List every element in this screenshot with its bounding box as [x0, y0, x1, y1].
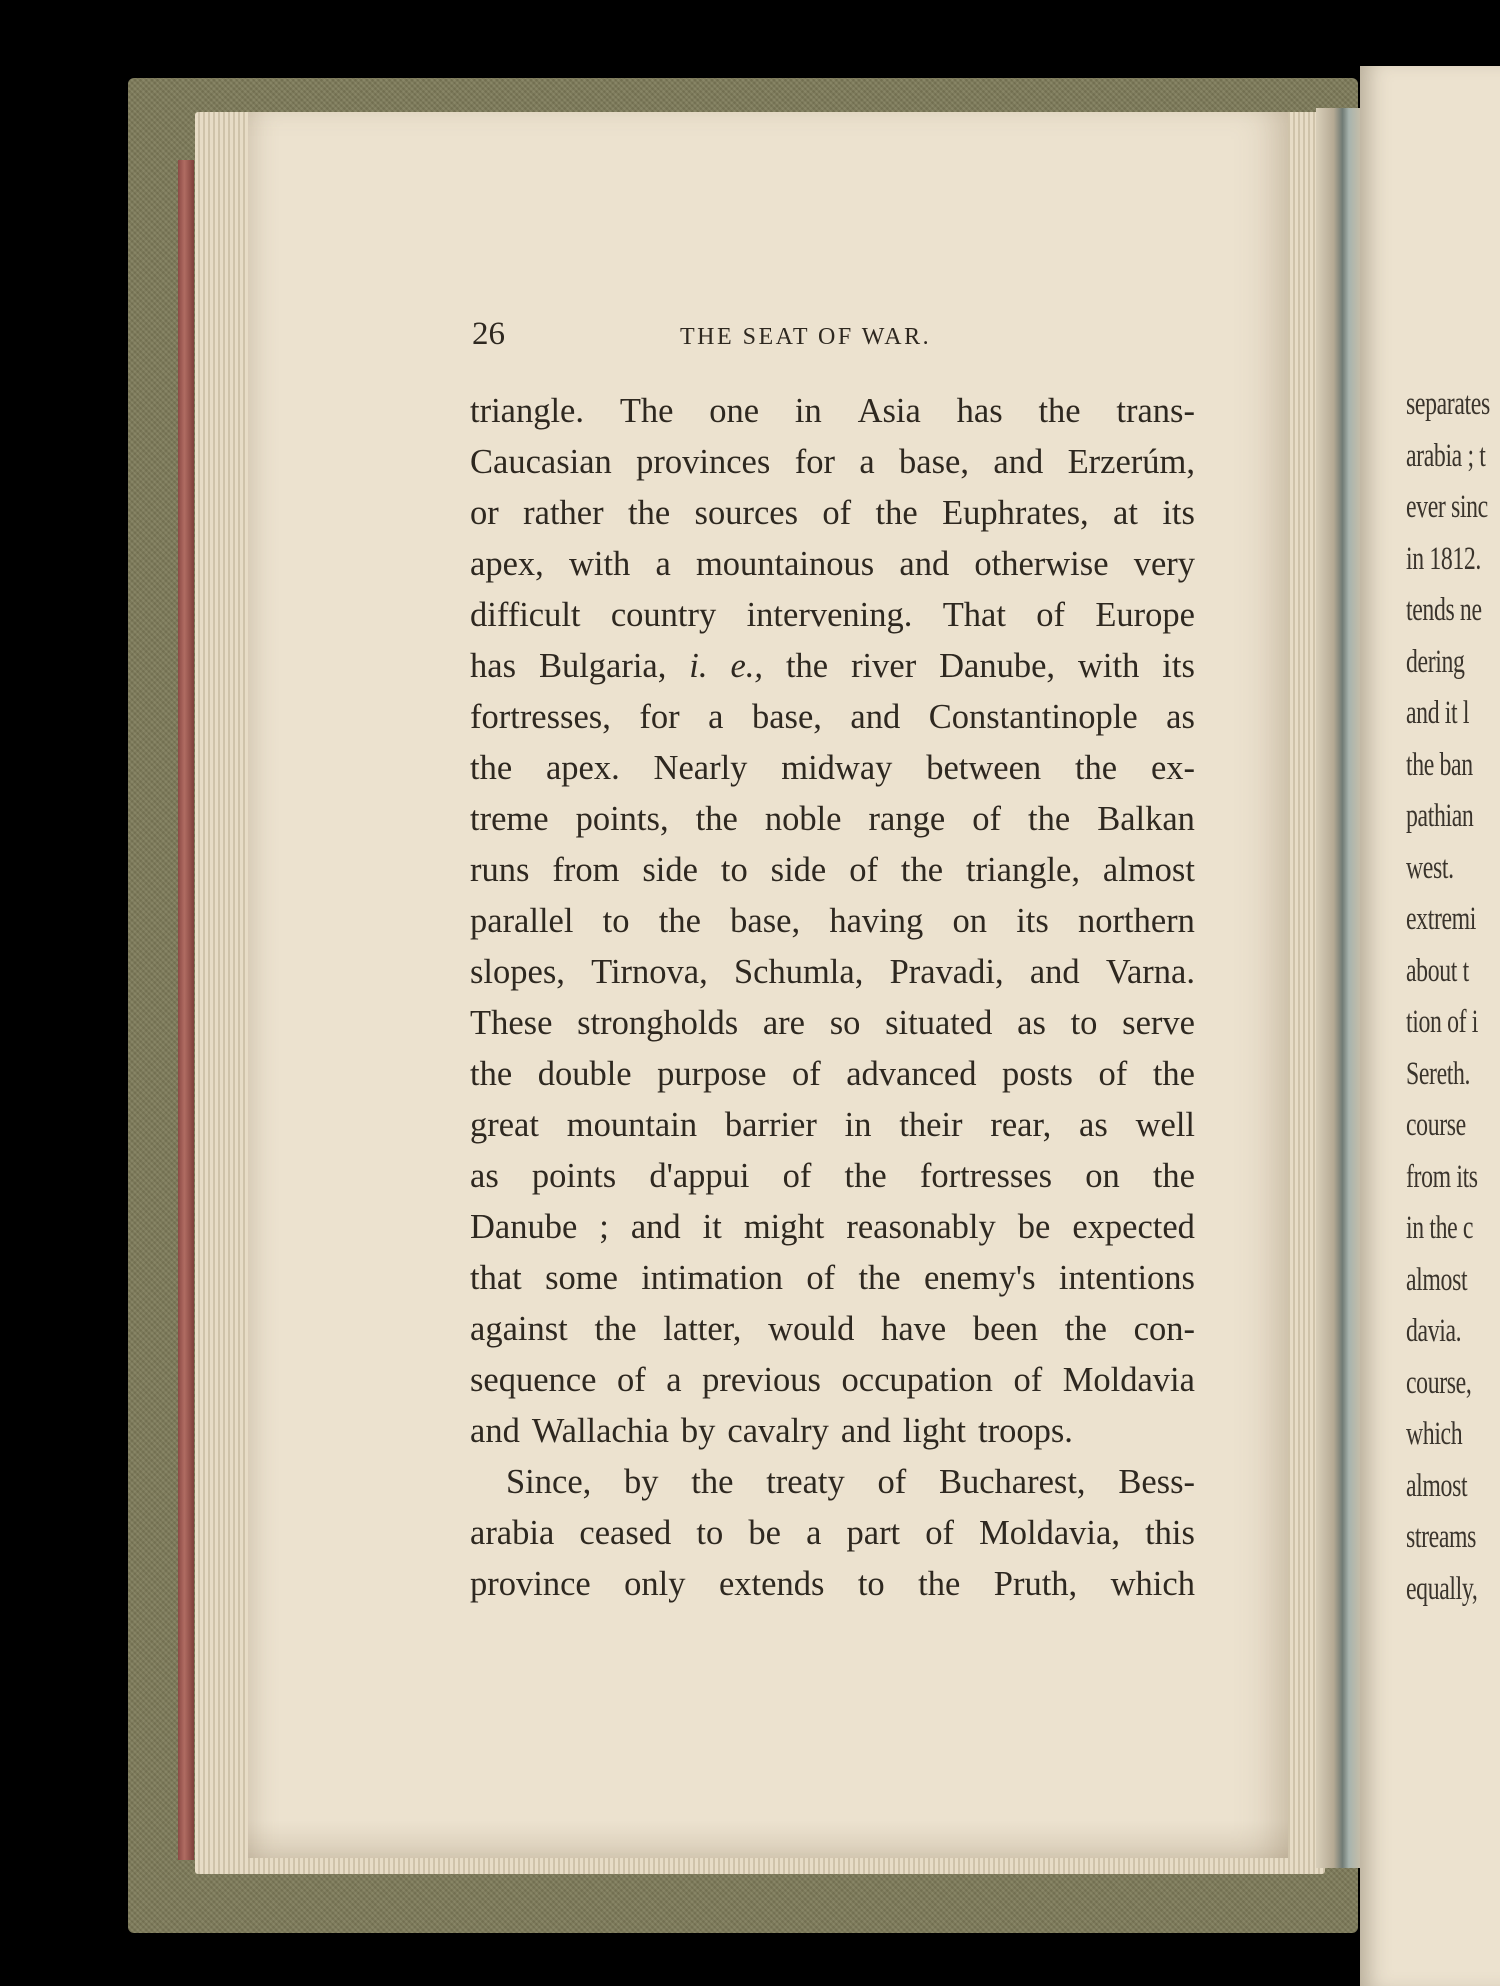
- text-line: as points d'appui of the fortresses on the: [470, 1157, 1195, 1195]
- facing-page-line: arabia ; t: [1406, 437, 1486, 474]
- book-gutter: [1316, 108, 1360, 1868]
- text-line: Caucasian provinces for a base, and Erzerúm,: [470, 443, 1195, 481]
- text-line: that some intimation of the enemy's intentions: [470, 1259, 1195, 1297]
- text-line: the apex. Nearly midway between the ex-: [470, 749, 1195, 787]
- facing-page-line: which: [1406, 1416, 1463, 1452]
- text-line: runs from side to side of the triangle, almost: [470, 851, 1195, 889]
- page-shadow: [248, 1820, 1288, 1858]
- page-number: 26: [472, 316, 505, 352]
- facing-page-line: almost: [1406, 1467, 1468, 1504]
- text-line: Danube ; and it might reasonably be expected: [470, 1208, 1195, 1246]
- text-line: Since, by the treaty of Bucharest, Bess-: [506, 1463, 1195, 1501]
- facing-page-line: course: [1406, 1107, 1466, 1143]
- page-header: [472, 316, 1192, 356]
- facing-page-line: pathian: [1406, 798, 1474, 834]
- text-line: province only extends to the Pruth, which: [470, 1565, 1195, 1603]
- text-line: fortresses, for a base, and Constantinople as: [470, 698, 1195, 736]
- facing-page-line: extremi: [1406, 901, 1477, 937]
- facing-page-line: the ban: [1406, 746, 1473, 783]
- text-line: apex, with a mountainous and otherwise very: [470, 545, 1195, 583]
- facing-page-line: separates: [1406, 386, 1490, 422]
- facing-page-line: almost: [1406, 1261, 1468, 1298]
- running-head: THE SEAT OF WAR.: [680, 324, 932, 350]
- text-line: great mountain barrier in their rear, as well: [470, 1106, 1195, 1144]
- facing-page-line: in the c: [1406, 1210, 1474, 1246]
- facing-page-line: Sereth.: [1406, 1055, 1471, 1092]
- facing-page-line: about t: [1406, 952, 1469, 989]
- facing-page-line: and it l: [1406, 695, 1470, 731]
- text-line: treme points, the noble range of the Balkan: [470, 800, 1195, 838]
- facing-page-line: dering: [1406, 643, 1465, 680]
- facing-page-line: west.: [1406, 849, 1454, 886]
- text-line: slopes, Tirnova, Schumla, Pravadi, and Varna.: [470, 953, 1195, 991]
- text-line: difficult country intervening. That of Europe: [470, 596, 1195, 634]
- text-line: has Bulgaria, i. e., the river Danube, with its: [470, 647, 1195, 685]
- text-line: and Wallachia by cavalry and light troops.: [470, 1412, 1073, 1450]
- facing-page-line: equally,: [1406, 1570, 1478, 1607]
- facing-page-line: tends ne: [1406, 592, 1482, 628]
- facing-page-line: course,: [1406, 1364, 1472, 1401]
- text-line: against the latter, would have been the con-: [470, 1310, 1195, 1348]
- text-line: or rather the sources of the Euphrates, at its: [470, 494, 1195, 532]
- facing-page-line: davia.: [1406, 1313, 1462, 1349]
- book-spine-edge: [178, 160, 194, 1860]
- facing-page: [1360, 66, 1500, 1986]
- text-line: sequence of a previous occupation of Moldavia: [470, 1361, 1195, 1399]
- facing-page-line: in 1812.: [1406, 540, 1482, 577]
- text-line: These strongholds are so situated as to serve: [470, 1004, 1195, 1042]
- facing-page-line: tion of i: [1406, 1004, 1478, 1040]
- text-line: triangle. The one in Asia has the trans-: [470, 392, 1195, 430]
- facing-page-line: from its: [1406, 1158, 1478, 1195]
- body-text: [470, 386, 1195, 1610]
- text-line: arabia ceased to be a part of Moldavia, this: [470, 1514, 1195, 1552]
- text-line: parallel to the base, having on its northern: [470, 902, 1195, 940]
- text-line: the double purpose of advanced posts of the: [470, 1055, 1195, 1093]
- facing-page-line: streams: [1406, 1519, 1477, 1555]
- facing-page-line: ever sinc: [1406, 489, 1488, 525]
